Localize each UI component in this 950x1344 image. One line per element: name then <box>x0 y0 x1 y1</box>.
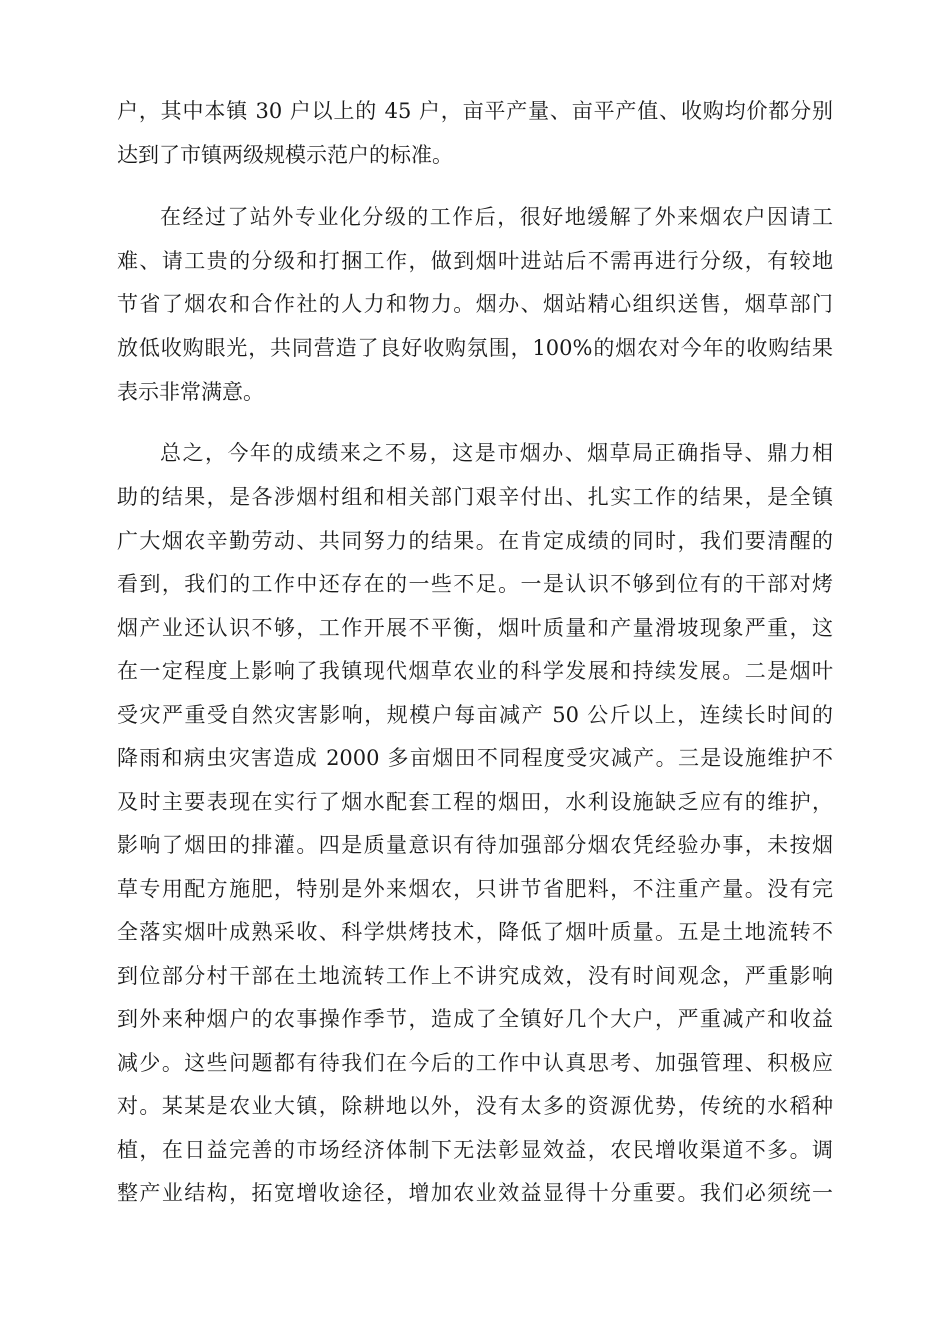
text-line: 到位部分村干部在土地流转工作上不讲究成效，没有时间观念，严重影响 <box>117 964 833 988</box>
text-line: 广大烟农辛勤劳动、共同努力的结果。在肯定成绩的同时，我们要清醒的 <box>117 529 833 553</box>
text-line: 节省了烟农和合作社的人力和物力。烟办、烟站精心组织送售，烟草部门 <box>117 292 833 316</box>
text-line: 看到，我们的工作中还存在的一些不足。一是认识不够到位有的干部对烤 <box>117 572 833 596</box>
text-line: 表示非常满意。 <box>117 380 264 404</box>
text-line: 在经过了站外专业化分级的工作后，很好地缓解了外来烟农户因请工 <box>160 205 833 229</box>
text-line: 助的结果，是各涉烟村组和相关部门艰辛付出、扎实工作的结果，是全镇 <box>117 485 833 509</box>
text-line: 对。某某是农业大镇，除耕地以外，没有太多的资源优势，传统的水稻种 <box>117 1094 833 1118</box>
text-line: 植，在日益完善的市场经济体制下无法彰显效益，农民增收渠道不多。调 <box>117 1138 833 1162</box>
text-line: 难、请工贵的分级和打捆工作，做到烟叶进站后不需再进行分级，有较地 <box>117 249 833 273</box>
text-line: 减少。这些问题都有待我们在今后的工作中认真思考、加强管理、积极应 <box>117 1051 833 1075</box>
text-line: 及时主要表现在实行了烟水配套工程的烟田，水利设施缺乏应有的维护， <box>117 790 833 814</box>
text-line: 草专用配方施肥，特别是外来烟农，只讲节省肥料，不注重产量。没有完 <box>117 877 833 901</box>
text-line: 户，其中本镇 30 户以上的 45 户，亩平产量、亩平产值、收购均价都分别 <box>117 99 833 123</box>
text-line: 到外来种烟户的农事操作季节，造成了全镇好几个大户，严重减产和收益 <box>117 1007 833 1031</box>
text-line: 在一定程度上影响了我镇现代烟草农业的科学发展和持续发展。二是烟叶 <box>117 659 833 683</box>
text-line: 放低收购眼光，共同营造了良好收购氛围，100%的烟农对今年的收购结果 <box>117 336 833 360</box>
text-line: 达到了市镇两级规模示范户的标准。 <box>117 143 453 167</box>
text-line: 整产业结构，拓宽增收途径，增加农业效益显得十分重要。我们必须统一 <box>117 1181 833 1205</box>
text-line: 影响了烟田的排灌。四是质量意识有待加强部分烟农凭经验办事，未按烟 <box>117 833 833 857</box>
text-line: 总之，今年的成绩来之不易，这是市烟办、烟草局正确指导、鼎力相 <box>160 441 833 465</box>
text-line: 降雨和病虫灾害造成 2000 多亩烟田不同程度受灾减产。三是设施维护不 <box>117 746 833 770</box>
text-line: 全落实烟叶成熟采收、科学烘烤技术，降低了烟叶质量。五是土地流转不 <box>117 920 833 944</box>
text-line: 受灾严重受自然灾害影响，规模户每亩减产 50 公斤以上，连续长时间的 <box>117 703 833 727</box>
text-line: 烟产业还认识不够，工作开展不平衡，烟叶质量和产量滑坡现象严重，这 <box>117 616 833 640</box>
